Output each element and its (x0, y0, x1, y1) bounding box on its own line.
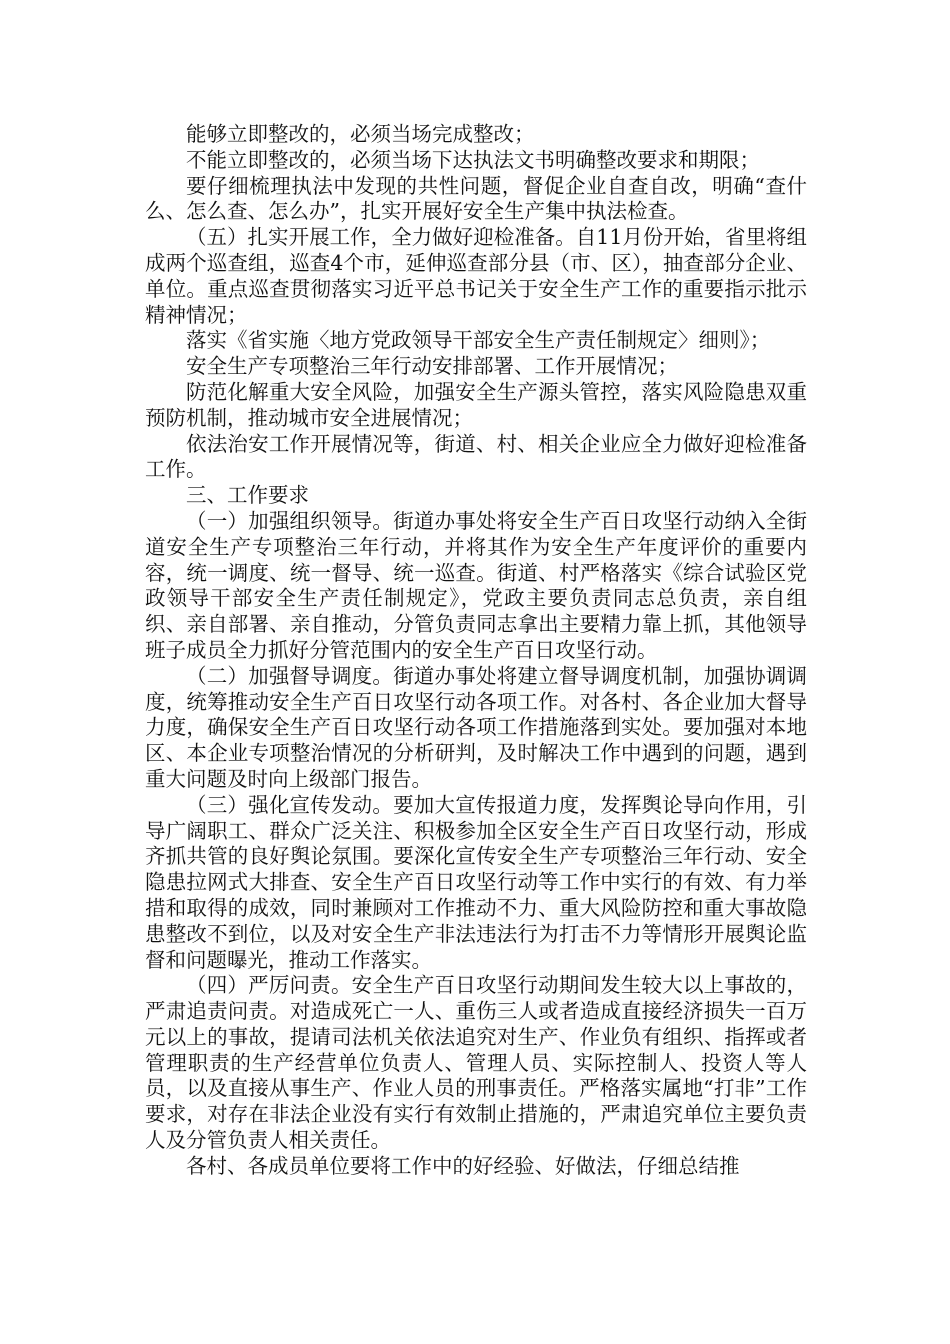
paragraph-supervision-scheduling: （二）加强督导调度。街道办事处将建立督导调度机制，加强协调调度，统筹推动安全生产百日攻坚行动各项工作。对各村、各企业加大督导力度，确保安全生产百日攻坚行动各项工作措施落到实处。要加强对本地区、本企业专项整治情况的分析研判，及时解决工作中遇到的问题，遇到重大问题及时向上级部门报告。 (145, 663, 807, 791)
paragraph-rectify-deadline: 不能立即整改的，必须当场下达执法文书明确整改要求和期限； (186, 147, 760, 172)
section-heading-work-requirements: 三、工作要求 (186, 483, 309, 508)
paragraph-organization-leadership: （一）加强组织领导。街道办事处将安全生产百日攻坚行动纳入全街道安全生产专项整治三年行动，并将其作为安全生产年度评价的重要内容，统一调度、统一督导、统一巡查。街道、村严格落实《综合试验区党政领导干部安全生产责任制规定》，党政主要负责同志总负责，亲自组织、亲自部署、亲自推动，分管负责同志拿出主要精力靠上抓，其他领导班子成员全力抓好分管范围内的安全生产百日攻坚行动。 (145, 508, 807, 662)
paragraph-accountability: （四）严厉问责。安全生产百日攻坚行动期间发生较大以上事故的，严肃追责问责。对造成死亡一人、重伤三人或者造成直接经济损失一百万元以上的事故，提请司法机关依法追究对生产、作业负有组织、指挥或者管理职责的生产经营单位负责人、管理人员、实际控制人、投资人等人员，以及直接从事生产、作业人员的刑事责任。严格落实属地“打非”工作要求，对存在非法企业没有实行有效制止措施的，严肃追究单位主要负责人及分管负责人相关责任。 (145, 973, 807, 1153)
paragraph-responsibility-rules: 落实《省实施〈地方党政领导干部安全生产责任制规定〉细则》； (186, 328, 771, 353)
paragraph-rectify-onsite: 能够立即整改的，必须当场完成整改； (186, 122, 535, 146)
paragraph-common-issues: 要仔细梳理执法中发现的共性问题，督促企业自查自改，明确“查什么、怎么查、怎么办”，扎实开展好安全生产集中执法检查。 (145, 173, 807, 224)
paragraph-publicity: （三）强化宣传发动。要加大宣传报道力度，发挥舆论导向作用，引导广阔职工、群众广泛关注、积极参加全区安全生产百日攻坚行动，形成齐抓共管的良好舆论氛围。要深化宣传安全生产专项整治三年行动、安全隐患拉网式大排查、安全生产百日攻坚行动等工作中实行的有效、有力举措和取得的成效，同时兼顾对工作推动不力、重大风险防控和重大事故隐患整改不到位，以及对安全生产非法违法行为打击不力等情形开展舆论监督和问题曝光，推动工作落实。 (145, 792, 807, 972)
paragraph-law-based-safety: 依法治安工作开展情况等，街道、村、相关企业应全力做好迎检准备工作。 (145, 431, 807, 482)
paragraph-risk-prevention: 防范化解重大安全风险，加强安全生产源头管控，落实风险隐患双重预防机制，推动城市安全进展情况； (145, 379, 807, 430)
document-body (145, 122, 807, 1180)
paragraph-summary-experience: 各村、各成员单位要将工作中的好经验、好做法，仔细总结推 (186, 1153, 740, 1178)
paragraph-three-year-action: 安全生产专项整治三年行动安排部署、工作开展情况； (186, 354, 678, 379)
paragraph-section-5-inspection: （五）扎实开展工作，全力做好迎检准备。自11月份开始，省里将组成两个巡查组，巡查4个市，延伸巡查部分县（市、区），抽查部分企业、单位。重点巡查贯彻落实习近平总书记关于安全生产工作的重要指示批示精神情况； (145, 225, 807, 327)
